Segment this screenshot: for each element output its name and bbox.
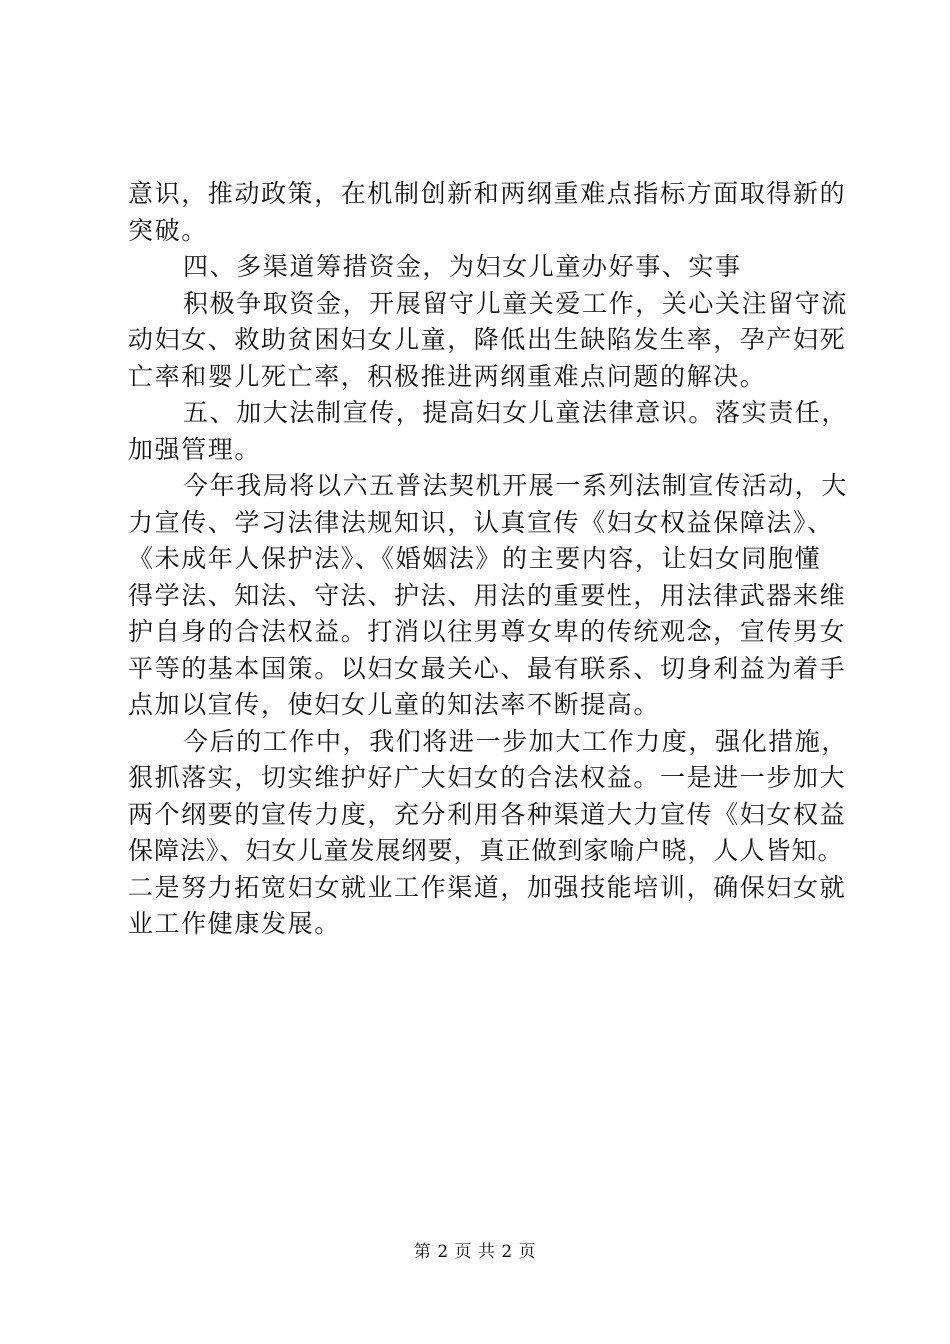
text-line: 点加以宣传，使妇女儿童的知法率不断提高。 — [128, 690, 661, 719]
text-line: 得学法、知法、守法、护法、用法的重要性，用法律武器来维 — [128, 580, 847, 610]
document-body — [128, 176, 848, 943]
text-line: 积极争取资金，开展留守儿童关爱工作，关心关注留守流 — [183, 288, 849, 318]
text-line: 加强管理。 — [128, 434, 262, 464]
text-line: 突破。 — [128, 215, 208, 245]
text-line: 亡率和婴儿死亡率，积极推进两纲重难点问题的解决。 — [128, 361, 767, 391]
text-line: 动妇女、救助贫困妇女儿童，降低出生缺陷发生率，孕产妇死 — [128, 325, 847, 354]
text-line: 狠抓落实，切实维护好广大妇女的合法权益。一是进一步加大 — [128, 763, 847, 792]
text-line: 今年我局将以六五普法契机开展一系列法制宣传活动，大 — [183, 471, 849, 500]
text-line: 平等的基本国策。以妇女最关心、最有联系、切身利益为着手 — [128, 653, 847, 683]
page-footer: 第 2 页 共 2 页 — [413, 1242, 537, 1262]
text-line: 力宣传、学习法律法规知识，认真宣传《妇女权益保障法》、 — [128, 507, 834, 537]
text-line: 意识，推动政策，在机制创新和两纲重难点指标方面取得新的 — [128, 179, 847, 208]
text-line: 业工作健康发展。 — [128, 909, 341, 938]
text-line: 二是努力拓宽妇女就业工作渠道，加强技能培训，确保妇女就 — [128, 872, 847, 902]
text-line: 今后的工作中，我们将进一步加大工作力度，强化措施， — [183, 726, 849, 756]
text-line: 两个纲要的宣传力度，充分利用各种渠道大力宣传《妇女权益 — [128, 799, 847, 829]
text-line: 《未成年人保护法》、《婚姻法》的主要内容，让妇女同胞懂 — [128, 544, 822, 573]
text-line: 五、加大法制宣传，提高妇女儿童法律意识。落实责任， — [183, 398, 849, 427]
text-line: 保障法》、妇女儿童发展纲要，真正做到家喻户晓，人人皆知。 — [128, 836, 844, 865]
text-line: 四、多渠道筹措资金，为妇女儿童办好事、实事 — [183, 252, 742, 281]
text-line: 护自身的合法权益。打消以往男尊女卑的传统观念，宣传男女 — [128, 617, 847, 646]
